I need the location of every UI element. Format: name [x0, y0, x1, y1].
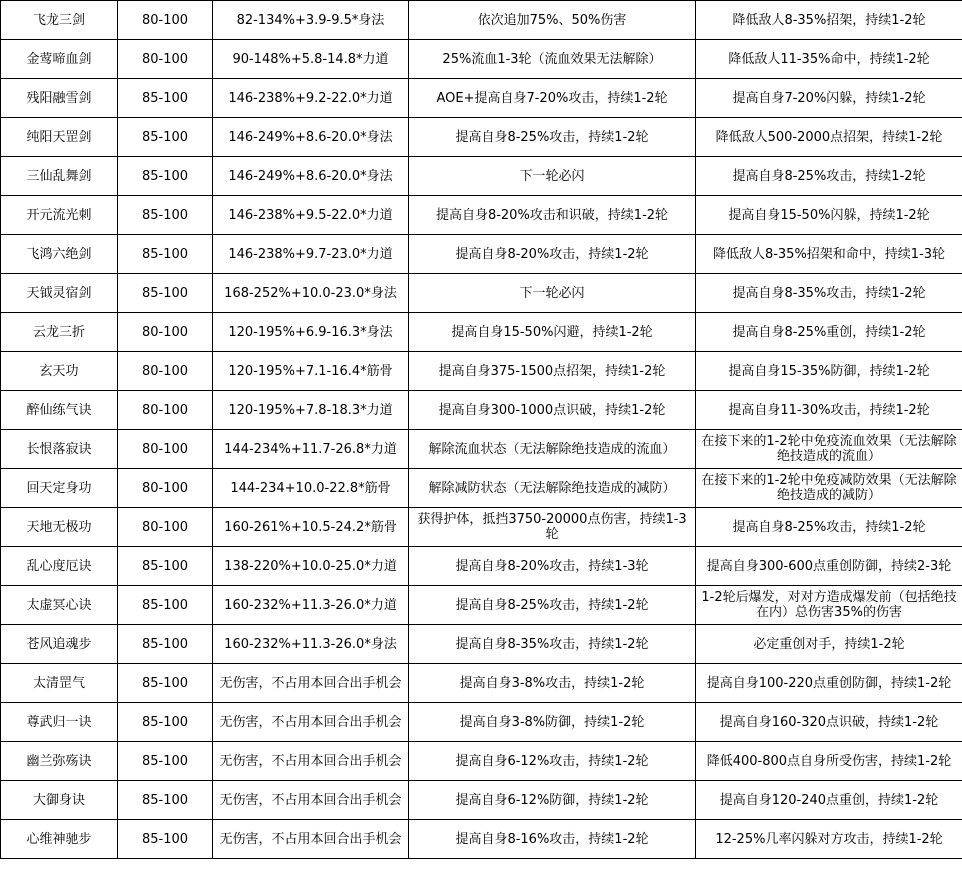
- effect-one-cell: 下一轮必闪: [409, 274, 696, 313]
- effect-one-cell: 提高自身300-1000点识破，持续1-2轮: [409, 391, 696, 430]
- skills-table-body: [1, 1, 962, 859]
- table-row: [1, 40, 962, 79]
- effect-two-cell: 提高自身8-25%攻击，持续1-2轮: [696, 157, 962, 196]
- skill-name-cell: 幽兰弥殇诀: [1, 742, 118, 781]
- table-row: [1, 547, 962, 586]
- effect-two-cell: 降低敌人8-35%招架和命中，持续1-3轮: [696, 235, 962, 274]
- table-row: [1, 1, 962, 40]
- table-row: [1, 586, 962, 625]
- damage-formula-cell: 144-234+10.0-22.8*筋骨: [213, 469, 409, 508]
- skill-name-cell: 天钺灵宿剑: [1, 274, 118, 313]
- level-range-cell: 85-100: [118, 742, 213, 781]
- level-range-cell: 85-100: [118, 664, 213, 703]
- effect-two-cell: 在接下来的1-2轮中免疫流血效果（无法解除绝技造成的流血）: [696, 430, 962, 469]
- table-row: [1, 664, 962, 703]
- effect-two-cell: 提高自身8-25%攻击，持续1-2轮: [696, 508, 962, 547]
- damage-formula-cell: 144-234%+11.7-26.8*力道: [213, 430, 409, 469]
- level-range-cell: 80-100: [118, 40, 213, 79]
- skill-name-cell: 大御身诀: [1, 781, 118, 820]
- effect-one-cell: 获得护体，抵挡3750-20000点伤害，持续1-3轮: [409, 508, 696, 547]
- damage-formula-cell: 无伤害，不占用本回合出手机会: [213, 664, 409, 703]
- effect-two-cell: 提高自身8-35%攻击，持续1-2轮: [696, 274, 962, 313]
- effect-one-cell: 解除减防状态（无法解除绝技造成的减防）: [409, 469, 696, 508]
- level-range-cell: 80-100: [118, 391, 213, 430]
- effect-one-cell: 提高自身8-25%攻击，持续1-2轮: [409, 118, 696, 157]
- table-row: [1, 196, 962, 235]
- effect-one-cell: 提高自身8-35%攻击，持续1-2轮: [409, 625, 696, 664]
- skill-name-cell: 心维神驰步: [1, 820, 118, 859]
- damage-formula-cell: 160-232%+11.3-26.0*身法: [213, 625, 409, 664]
- damage-formula-cell: 82-134%+3.9-9.5*身法: [213, 1, 409, 40]
- damage-formula-cell: 146-238%+9.2-22.0*力道: [213, 79, 409, 118]
- skill-name-cell: 长恨落寂诀: [1, 430, 118, 469]
- table-row: [1, 235, 962, 274]
- skill-name-cell: 开元流光刺: [1, 196, 118, 235]
- skill-name-cell: 金莺啼血剑: [1, 40, 118, 79]
- table-row: [1, 430, 962, 469]
- effect-one-cell: 25%流血1-3轮（流血效果无法解除）: [409, 40, 696, 79]
- level-range-cell: 85-100: [118, 547, 213, 586]
- level-range-cell: 80-100: [118, 352, 213, 391]
- skill-name-cell: 纯阳天罡剑: [1, 118, 118, 157]
- damage-formula-cell: 无伤害，不占用本回合出手机会: [213, 703, 409, 742]
- level-range-cell: 85-100: [118, 781, 213, 820]
- table-row: [1, 625, 962, 664]
- effect-two-cell: 降低敌人500-2000点招架，持续1-2轮: [696, 118, 962, 157]
- effect-two-cell: 提高自身7-20%闪躲，持续1-2轮: [696, 79, 962, 118]
- damage-formula-cell: 146-238%+9.5-22.0*力道: [213, 196, 409, 235]
- level-range-cell: 85-100: [118, 118, 213, 157]
- effect-two-cell: 必定重创对手，持续1-2轮: [696, 625, 962, 664]
- skill-name-cell: 三仙乱舞剑: [1, 157, 118, 196]
- effect-one-cell: 提高自身375-1500点招架，持续1-2轮: [409, 352, 696, 391]
- level-range-cell: 80-100: [118, 469, 213, 508]
- level-range-cell: 85-100: [118, 157, 213, 196]
- effect-two-cell: 降低敌人8-35%招架，持续1-2轮: [696, 1, 962, 40]
- effect-two-cell: 提高自身8-25%重创，持续1-2轮: [696, 313, 962, 352]
- effect-one-cell: 提高自身6-12%攻击，持续1-2轮: [409, 742, 696, 781]
- table-row: [1, 313, 962, 352]
- table-row: [1, 157, 962, 196]
- table-row: [1, 742, 962, 781]
- table-row: [1, 703, 962, 742]
- table-row: [1, 352, 962, 391]
- effect-one-cell: 提高自身8-16%攻击，持续1-2轮: [409, 820, 696, 859]
- skill-name-cell: 残阳融雪剑: [1, 79, 118, 118]
- damage-formula-cell: 138-220%+10.0-25.0*力道: [213, 547, 409, 586]
- level-range-cell: 80-100: [118, 313, 213, 352]
- level-range-cell: 85-100: [118, 625, 213, 664]
- level-range-cell: 80-100: [118, 508, 213, 547]
- damage-formula-cell: 160-261%+10.5-24.2*筋骨: [213, 508, 409, 547]
- level-range-cell: 85-100: [118, 79, 213, 118]
- level-range-cell: 85-100: [118, 703, 213, 742]
- table-row: [1, 118, 962, 157]
- effect-two-cell: 提高自身300-600点重创防御，持续2-3轮: [696, 547, 962, 586]
- damage-formula-cell: 无伤害，不占用本回合出手机会: [213, 820, 409, 859]
- damage-formula-cell: 120-195%+6.9-16.3*身法: [213, 313, 409, 352]
- table-row: [1, 820, 962, 859]
- effect-one-cell: 依次追加75%、50%伤害: [409, 1, 696, 40]
- effect-one-cell: 提高自身8-20%攻击，持续1-3轮: [409, 547, 696, 586]
- table-row: [1, 79, 962, 118]
- damage-formula-cell: 168-252%+10.0-23.0*身法: [213, 274, 409, 313]
- damage-formula-cell: 146-249%+8.6-20.0*身法: [213, 157, 409, 196]
- damage-formula-cell: 无伤害，不占用本回合出手机会: [213, 742, 409, 781]
- effect-one-cell: 解除流血状态（无法解除绝技造成的流血）: [409, 430, 696, 469]
- skill-name-cell: 云龙三折: [1, 313, 118, 352]
- damage-formula-cell: 120-195%+7.8-18.3*力道: [213, 391, 409, 430]
- effect-one-cell: 下一轮必闪: [409, 157, 696, 196]
- damage-formula-cell: 无伤害，不占用本回合出手机会: [213, 781, 409, 820]
- effect-one-cell: AOE+提高自身7-20%攻击，持续1-2轮: [409, 79, 696, 118]
- effect-one-cell: 提高自身3-8%攻击，持续1-2轮: [409, 664, 696, 703]
- effect-one-cell: 提高自身8-20%攻击，持续1-2轮: [409, 235, 696, 274]
- damage-formula-cell: 160-232%+11.3-26.0*力道: [213, 586, 409, 625]
- skill-name-cell: 苍风追魂步: [1, 625, 118, 664]
- level-range-cell: 85-100: [118, 586, 213, 625]
- effect-two-cell: 1-2轮后爆发，对对方造成爆发前（包括绝技在内）总伤害35%的伤害: [696, 586, 962, 625]
- table-row: [1, 274, 962, 313]
- skill-name-cell: 尊武归一诀: [1, 703, 118, 742]
- skill-name-cell: 飞龙三剑: [1, 1, 118, 40]
- level-range-cell: 80-100: [118, 430, 213, 469]
- skill-name-cell: 醉仙练气诀: [1, 391, 118, 430]
- effect-two-cell: 降低敌人11-35%命中，持续1-2轮: [696, 40, 962, 79]
- effect-two-cell: 提高自身120-240点重创，持续1-2轮: [696, 781, 962, 820]
- skill-name-cell: 天地无极功: [1, 508, 118, 547]
- skill-name-cell: 太清罡气: [1, 664, 118, 703]
- level-range-cell: 80-100: [118, 1, 213, 40]
- level-range-cell: 85-100: [118, 235, 213, 274]
- level-range-cell: 85-100: [118, 820, 213, 859]
- table-row: [1, 391, 962, 430]
- effect-two-cell: 提高自身15-35%防御，持续1-2轮: [696, 352, 962, 391]
- effect-one-cell: 提高自身15-50%闪避，持续1-2轮: [409, 313, 696, 352]
- effect-two-cell: 提高自身100-220点重创防御，持续1-2轮: [696, 664, 962, 703]
- effect-two-cell: 在接下来的1-2轮中免疫减防效果（无法解除绝技造成的减防）: [696, 469, 962, 508]
- effect-one-cell: 提高自身3-8%防御，持续1-2轮: [409, 703, 696, 742]
- effect-one-cell: 提高自身6-12%防御，持续1-2轮: [409, 781, 696, 820]
- skill-name-cell: 乱心度厄诀: [1, 547, 118, 586]
- damage-formula-cell: 146-249%+8.6-20.0*身法: [213, 118, 409, 157]
- skill-name-cell: 飞鸿六绝剑: [1, 235, 118, 274]
- skill-name-cell: 玄天功: [1, 352, 118, 391]
- damage-formula-cell: 146-238%+9.7-23.0*力道: [213, 235, 409, 274]
- level-range-cell: 85-100: [118, 274, 213, 313]
- effect-two-cell: 提高自身11-30%攻击，持续1-2轮: [696, 391, 962, 430]
- table-row: [1, 469, 962, 508]
- skill-name-cell: 回天定身功: [1, 469, 118, 508]
- table-row: [1, 781, 962, 820]
- damage-formula-cell: 90-148%+5.8-14.8*力道: [213, 40, 409, 79]
- damage-formula-cell: 120-195%+7.1-16.4*筋骨: [213, 352, 409, 391]
- effect-one-cell: 提高自身8-20%攻击和识破，持续1-2轮: [409, 196, 696, 235]
- effect-two-cell: 提高自身160-320点识破，持续1-2轮: [696, 703, 962, 742]
- table-row: [1, 508, 962, 547]
- effect-two-cell: 12-25%几率闪躲对方攻击，持续1-2轮: [696, 820, 962, 859]
- level-range-cell: 85-100: [118, 196, 213, 235]
- effect-two-cell: 降低400-800点自身所受伤害，持续1-2轮: [696, 742, 962, 781]
- effect-one-cell: 提高自身8-25%攻击，持续1-2轮: [409, 586, 696, 625]
- effect-two-cell: 提高自身15-50%闪躲，持续1-2轮: [696, 196, 962, 235]
- skill-name-cell: 太虚冥心诀: [1, 586, 118, 625]
